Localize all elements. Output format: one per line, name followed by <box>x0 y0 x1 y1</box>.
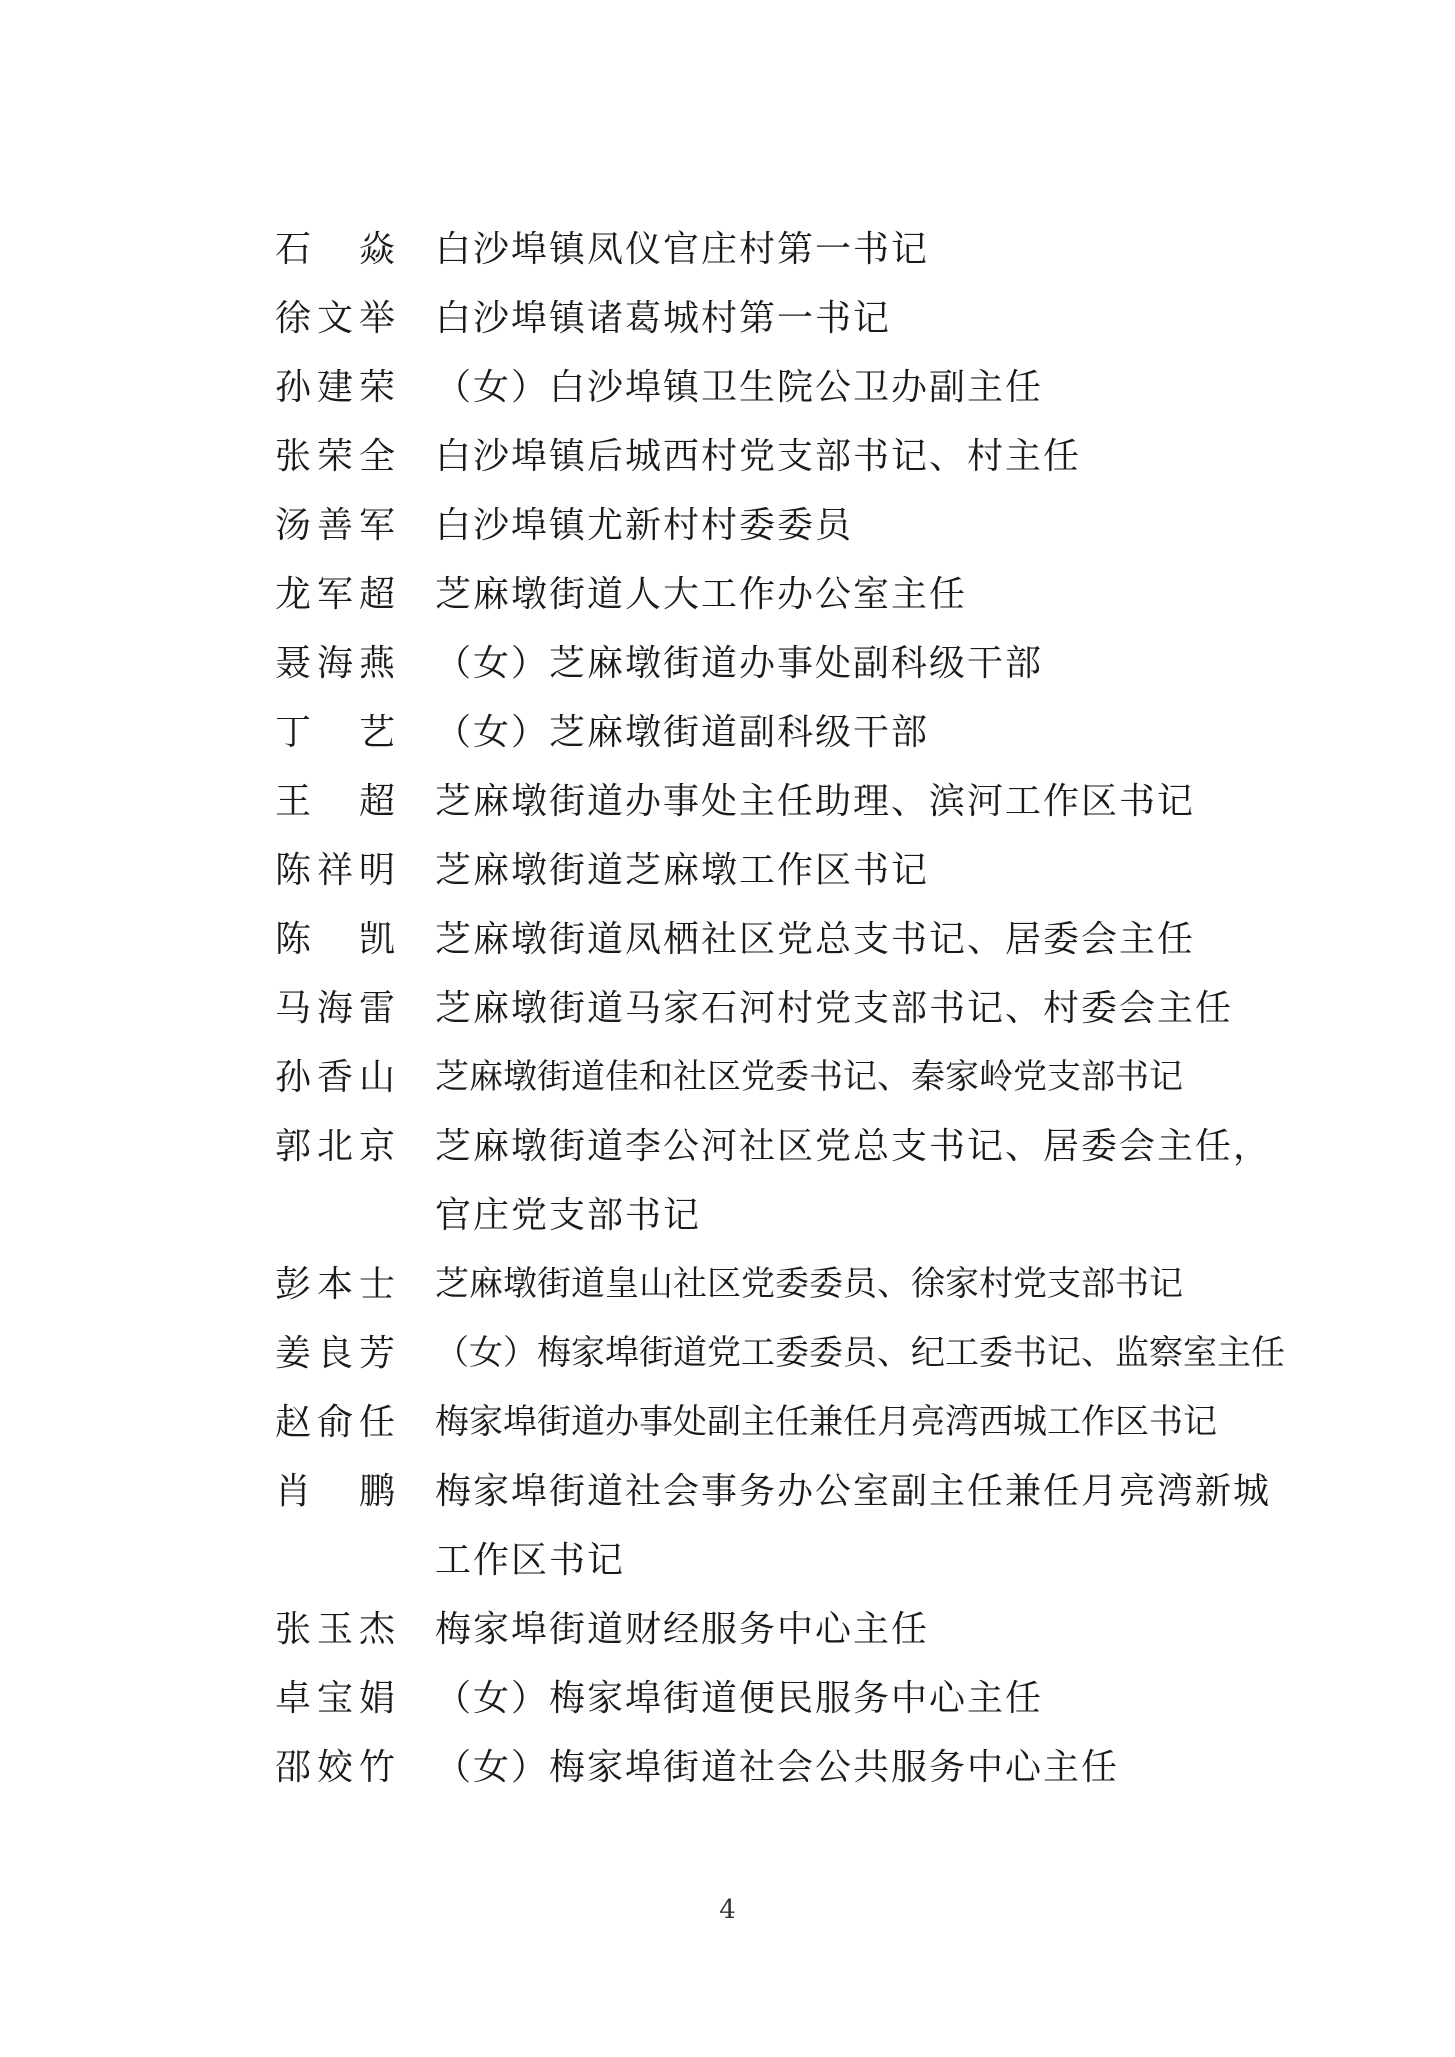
person-role: （女）芝麻墩街道办事处副科级干部 <box>435 643 1044 684</box>
person-role: 芝麻墩街道马家石河村党支部书记、村委会主任 <box>435 988 1234 1029</box>
person-name: 汤善军 <box>275 505 395 546</box>
person-name: 赵俞任 <box>275 1402 395 1443</box>
list-item <box>275 698 1285 767</box>
person-role: 芝麻墩街道佳和社区党委书记、秦家岭党支部书记 <box>435 1057 1183 1097</box>
list-item <box>275 1388 1285 1457</box>
list-item <box>275 1664 1285 1733</box>
person-role: 芝麻墩街道芝麻墩工作区书记 <box>435 850 930 891</box>
list-item <box>275 422 1285 491</box>
page-number: 4 <box>719 1895 736 1925</box>
person-name: 陈 凯 <box>275 919 395 960</box>
person-name: 张荣全 <box>275 436 395 477</box>
person-role: 芝麻墩街道人大工作办公室主任 <box>435 574 968 615</box>
name-list <box>275 215 1285 1802</box>
person-name: 肖 鹏 <box>275 1471 395 1512</box>
list-item <box>275 1595 1285 1664</box>
list-item <box>275 560 1285 629</box>
list-item <box>275 1043 1285 1112</box>
list-item <box>275 767 1285 836</box>
person-name: 姜良芳 <box>275 1333 395 1374</box>
person-name: 聂海燕 <box>275 643 395 684</box>
list-item <box>275 1457 1285 1595</box>
person-role: 芝麻墩街道办事处主任助理、滨河工作区书记 <box>435 781 1196 822</box>
list-item <box>275 974 1285 1043</box>
person-name: 卓宝娟 <box>275 1678 395 1719</box>
person-name: 王 超 <box>275 781 395 822</box>
person-name: 丁 艺 <box>275 712 395 753</box>
list-item <box>275 1733 1285 1802</box>
person-role: 梅家埠街道办事处副主任兼任月亮湾西城工作区书记 <box>435 1402 1217 1442</box>
list-item <box>275 284 1285 353</box>
person-role: 梅家埠街道社会事务办公室副主任兼任月亮湾新城工作区书记 <box>435 1471 1272 1581</box>
person-role: 梅家埠街道财经服务中心主任 <box>435 1609 930 1650</box>
list-item <box>275 1250 1285 1319</box>
list-item <box>275 836 1285 905</box>
person-role: 白沙埠镇后城西村党支部书记、村主任 <box>435 436 1082 477</box>
person-role: （女）梅家埠街道便民服务中心主任 <box>435 1678 1044 1719</box>
person-name: 陈祥明 <box>275 850 395 891</box>
person-name: 郭北京 <box>275 1126 395 1167</box>
person-role: 芝麻墩街道凤栖社区党总支书记、居委会主任 <box>435 919 1196 960</box>
list-item <box>275 353 1285 422</box>
person-name: 徐文举 <box>275 298 395 339</box>
list-item <box>275 629 1285 698</box>
person-role: （女）梅家埠街道社会公共服务中心主任 <box>435 1747 1120 1788</box>
list-item <box>275 491 1285 560</box>
list-item <box>275 1319 1285 1388</box>
person-role: 芝麻墩街道皇山社区党委委员、徐家村党支部书记 <box>435 1264 1183 1304</box>
person-name: 龙军超 <box>275 574 395 615</box>
person-name: 张玉杰 <box>275 1609 395 1650</box>
person-role: （女）白沙埠镇卫生院公卫办副主任 <box>435 367 1044 408</box>
person-name: 马海雷 <box>275 988 395 1029</box>
person-role: 白沙埠镇凤仪官庄村第一书记 <box>435 229 930 270</box>
person-name: 彭本士 <box>275 1264 395 1305</box>
person-name: 石 焱 <box>275 229 395 270</box>
person-role: 白沙埠镇诸葛城村第一书记 <box>435 298 892 339</box>
person-role: 芝麻墩街道李公河社区党总支书记、居委会主任，官庄党支部书记 <box>435 1126 1272 1236</box>
person-role: （女）芝麻墩街道副科级干部 <box>435 712 930 753</box>
list-item <box>275 905 1285 974</box>
person-name: 孙香山 <box>275 1057 395 1098</box>
person-role: 白沙埠镇尤新村村委委员 <box>435 505 854 546</box>
person-name: 孙建荣 <box>275 367 395 408</box>
list-item <box>275 215 1285 284</box>
person-role: （女）梅家埠街道党工委委员、纪工委书记、监察室主任 <box>435 1333 1285 1373</box>
person-name: 邵姣竹 <box>275 1747 395 1788</box>
list-item <box>275 1112 1285 1250</box>
